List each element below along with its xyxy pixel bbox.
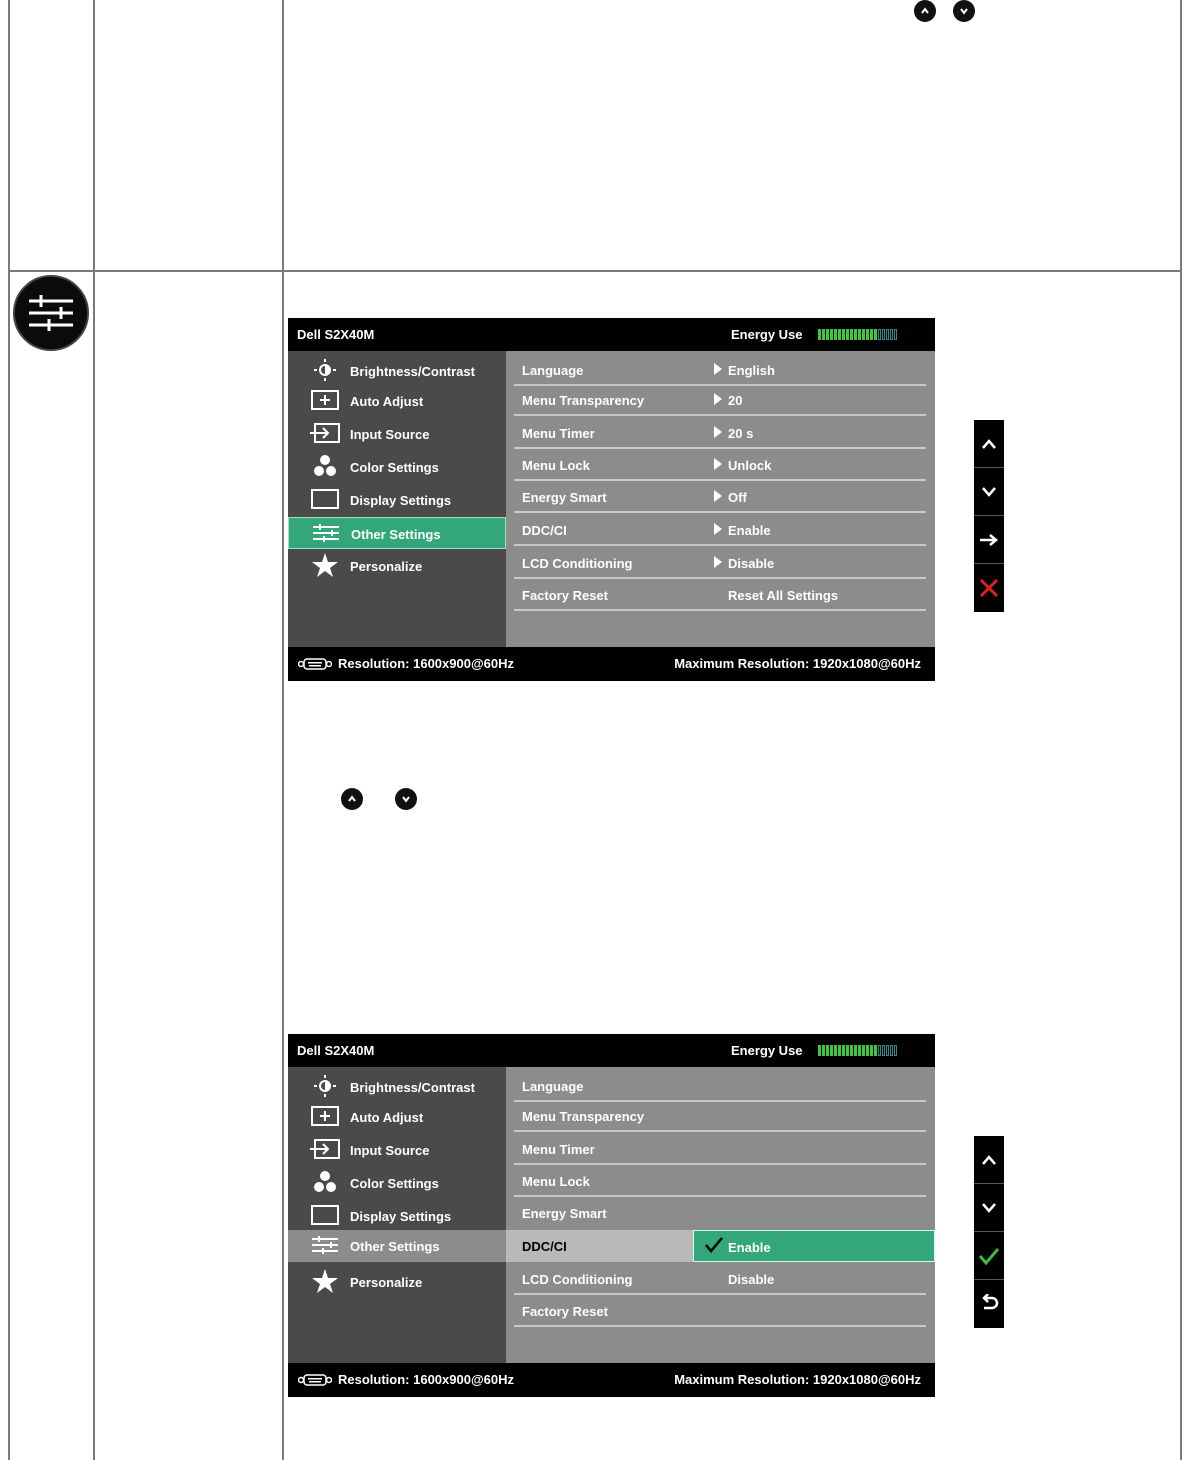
- menu-item-label: Auto Adjust: [350, 1110, 424, 1125]
- option-label: Menu Lock: [522, 1174, 590, 1189]
- menu-item-color-settings[interactable]: [288, 451, 506, 483]
- menu-item-label: Brightness/Contrast: [350, 1080, 475, 1095]
- option-lcd-conditioning[interactable]: [514, 1263, 926, 1295]
- energy-segment: [842, 1045, 845, 1056]
- ddc-ci-disable-choice[interactable]: Disable: [728, 1272, 775, 1287]
- energy-segment: [886, 1045, 889, 1056]
- menu-item-input-source[interactable]: [288, 1134, 506, 1166]
- menu-item-label: Personalize: [350, 559, 423, 574]
- max-resolution: Maximum Resolution: 1920x1080@60Hz: [674, 656, 921, 671]
- other-settings-icon: [310, 1234, 340, 1256]
- menu-item-label: Other Settings: [350, 1239, 440, 1254]
- energy-segment: [822, 1045, 825, 1056]
- energy-segment: [846, 1045, 849, 1056]
- auto-adjust-icon: [310, 389, 340, 411]
- energy-segment: [858, 1045, 861, 1056]
- osd-ddc-ci-submenu: [288, 1034, 935, 1397]
- star-icon: [310, 1270, 340, 1292]
- menu-item-auto-adjust[interactable]: [288, 1101, 506, 1133]
- menu-item-auto-adjust[interactable]: [288, 385, 506, 417]
- checkmark-icon[interactable]: [974, 1232, 1004, 1280]
- energy-segment: [874, 1045, 877, 1056]
- menu-item-label: Display Settings: [350, 493, 452, 508]
- osd-menu: [288, 1067, 506, 1363]
- option-label: Menu Timer: [522, 426, 595, 441]
- checkmark-icon: [704, 1236, 724, 1257]
- down-button-icon: [953, 0, 975, 22]
- energy-segment: [858, 329, 861, 340]
- energy-segment: [866, 329, 869, 340]
- menu-item-personalize[interactable]: [288, 1266, 506, 1298]
- choice-label: Enable: [728, 1240, 771, 1255]
- osd-menu: [288, 351, 506, 647]
- option-value: 20 s: [728, 426, 754, 441]
- color-settings-icon: [310, 455, 340, 477]
- table-border-right: [1180, 0, 1182, 1460]
- menu-item-personalize[interactable]: [288, 550, 506, 582]
- option-language[interactable]: [514, 354, 926, 386]
- energy-segment: [882, 329, 885, 340]
- option-label: Factory Reset: [522, 1304, 608, 1319]
- menu-item-other-settings[interactable]: [288, 517, 506, 549]
- energy-segment: [834, 329, 837, 340]
- option-label: Language: [522, 363, 584, 378]
- energy-segment: [866, 1045, 869, 1056]
- option-label: DDC/CI: [522, 523, 567, 538]
- energy-segment: [818, 1045, 821, 1056]
- option-label: LCD Conditioning: [522, 1272, 633, 1287]
- input-source-icon: [310, 422, 340, 444]
- option-ddc-ci[interactable]: [514, 514, 926, 546]
- energy-segment: [826, 1045, 829, 1056]
- energy-segment: [862, 329, 865, 340]
- energy-use-meter: [818, 329, 922, 340]
- energy-segment: [878, 1045, 881, 1056]
- option-factory-reset[interactable]: [514, 1295, 926, 1327]
- option-menu-lock[interactable]: [514, 1165, 926, 1197]
- display-settings-icon: [310, 1204, 340, 1226]
- menu-item-input-source[interactable]: [288, 418, 506, 450]
- option-label: Menu Transparency: [522, 1109, 645, 1124]
- right-arrow-icon[interactable]: [974, 516, 1004, 564]
- energy-segment: [886, 329, 889, 340]
- menu-item-label: Input Source: [350, 427, 430, 442]
- osd-other-settings: [288, 318, 935, 681]
- energy-segment: [850, 329, 853, 340]
- energy-segment: [826, 329, 829, 340]
- option-label: Energy Smart: [522, 1206, 607, 1221]
- input-source-icon: [310, 1138, 340, 1160]
- energy-segment: [838, 1045, 841, 1056]
- exit-x-icon[interactable]: [974, 564, 1004, 612]
- option-energy-smart[interactable]: [514, 481, 926, 513]
- option-label: Factory Reset: [522, 588, 608, 603]
- menu-item-label: Personalize: [350, 1275, 423, 1290]
- energy-segment: [890, 1045, 893, 1056]
- energy-segment: [882, 1045, 885, 1056]
- osd-header: [288, 1034, 935, 1067]
- ddc-ci-enable-choice[interactable]: [693, 1230, 935, 1262]
- menu-item-label: Auto Adjust: [350, 394, 424, 409]
- menu-item-display-settings[interactable]: [288, 1200, 506, 1232]
- option-menu-timer[interactable]: [514, 1133, 926, 1165]
- menu-item-brightness-contrast[interactable]: [288, 1071, 506, 1103]
- table-border-left: [8, 0, 10, 1460]
- option-menu-transparency[interactable]: [514, 384, 926, 416]
- up-button-icon: [914, 0, 936, 22]
- menu-item-label: Color Settings: [350, 1176, 439, 1191]
- option-energy-smart[interactable]: [514, 1197, 926, 1229]
- energy-use-label: Energy Use: [731, 1043, 803, 1058]
- down-button-icon: [395, 788, 417, 810]
- osd-title: Dell S2X40M: [297, 1043, 375, 1058]
- option-value: Unlock: [728, 458, 772, 473]
- option-label: Menu Lock: [522, 458, 590, 473]
- energy-segment: [842, 329, 845, 340]
- table-border-col1: [93, 0, 95, 1460]
- menu-item-label: Display Settings: [350, 1209, 452, 1224]
- energy-segment: [890, 329, 893, 340]
- option-value: English: [728, 363, 775, 378]
- arrow-right-icon: [714, 363, 722, 375]
- energy-use-meter: [818, 1045, 922, 1056]
- option-value: Disable: [728, 556, 775, 571]
- energy-segment: [818, 329, 821, 340]
- down-icon[interactable]: [974, 1184, 1004, 1232]
- down-icon[interactable]: [974, 468, 1004, 516]
- osd-footer: [288, 647, 935, 681]
- option-label: Language: [522, 1079, 584, 1094]
- up-icon[interactable]: [974, 1136, 1004, 1184]
- display-settings-icon: [310, 488, 340, 510]
- osd-title: Dell S2X40M: [297, 327, 375, 342]
- option-language[interactable]: [514, 1070, 926, 1102]
- arrow-right-icon: [714, 426, 722, 438]
- energy-segment: [830, 1045, 833, 1056]
- option-label: LCD Conditioning: [522, 556, 633, 571]
- option-label: Menu Timer: [522, 1142, 595, 1157]
- arrow-right-icon: [714, 458, 722, 470]
- option-value: Off: [728, 490, 747, 505]
- other-settings-section-icon: [13, 275, 89, 351]
- energy-segment: [854, 329, 857, 340]
- option-label: Energy Smart: [522, 490, 607, 505]
- resolution-info: [298, 1372, 514, 1387]
- table-row-divider: [8, 270, 1182, 272]
- option-label: Menu Transparency: [522, 393, 645, 408]
- other-settings-icon: [311, 522, 341, 544]
- current-resolution: Resolution: 1600x900@60Hz: [338, 1372, 514, 1387]
- star-icon: [310, 554, 340, 576]
- energy-segment: [830, 329, 833, 340]
- energy-segment: [838, 329, 841, 340]
- arrow-right-icon: [714, 490, 722, 502]
- energy-segment: [870, 1045, 873, 1056]
- energy-segment: [834, 1045, 837, 1056]
- energy-segment: [878, 329, 881, 340]
- monitor-button-strip: [974, 1136, 1004, 1328]
- option-value: 20: [728, 393, 743, 408]
- up-button-icon: [341, 788, 363, 810]
- arrow-right-icon: [714, 393, 722, 405]
- option-factory-reset[interactable]: [514, 579, 926, 611]
- menu-item-color-settings[interactable]: [288, 1167, 506, 1199]
- brightness-icon: [310, 1075, 340, 1097]
- resolution-info: [298, 656, 514, 671]
- option-menu-lock[interactable]: [514, 449, 926, 481]
- current-resolution: Resolution: 1600x900@60Hz: [338, 656, 514, 671]
- energy-segment: [822, 329, 825, 340]
- auto-adjust-icon: [310, 1105, 340, 1127]
- monitor-button-strip: [974, 420, 1004, 612]
- brightness-icon: [310, 359, 340, 381]
- menu-item-label: Brightness/Contrast: [350, 364, 475, 379]
- arrow-right-icon: [714, 556, 722, 568]
- menu-item-label: Color Settings: [350, 460, 439, 475]
- energy-segment: [846, 329, 849, 340]
- menu-item-other-settings[interactable]: [288, 1230, 506, 1262]
- menu-item-brightness-contrast[interactable]: [288, 355, 506, 387]
- energy-segment: [894, 1045, 897, 1056]
- option-ddc-ci-selected[interactable]: [506, 1230, 693, 1262]
- color-settings-icon: [310, 1171, 340, 1193]
- option-label: DDC/CI: [522, 1239, 567, 1254]
- energy-segment: [850, 1045, 853, 1056]
- vga-connector-icon: [298, 657, 332, 671]
- energy-segment: [862, 1045, 865, 1056]
- energy-segment: [870, 329, 873, 340]
- option-menu-timer[interactable]: [514, 417, 926, 449]
- up-icon[interactable]: [974, 420, 1004, 468]
- menu-item-label: Input Source: [350, 1143, 430, 1158]
- option-lcd-conditioning[interactable]: [514, 547, 926, 579]
- table-border-col2: [282, 0, 284, 1460]
- option-menu-transparency[interactable]: [514, 1100, 926, 1132]
- vga-connector-icon: [298, 1373, 332, 1387]
- back-icon[interactable]: [974, 1280, 1004, 1328]
- osd-footer: [288, 1363, 935, 1397]
- option-value: Enable: [728, 523, 771, 538]
- menu-item-label: Other Settings: [351, 527, 441, 542]
- energy-use-label: Energy Use: [731, 327, 803, 342]
- energy-segment: [894, 329, 897, 340]
- energy-segment: [854, 1045, 857, 1056]
- menu-item-display-settings[interactable]: [288, 484, 506, 516]
- osd-header: [288, 318, 935, 351]
- energy-segment: [874, 329, 877, 340]
- max-resolution: Maximum Resolution: 1920x1080@60Hz: [674, 1372, 921, 1387]
- option-value: Reset All Settings: [728, 588, 839, 603]
- arrow-right-icon: [714, 523, 722, 535]
